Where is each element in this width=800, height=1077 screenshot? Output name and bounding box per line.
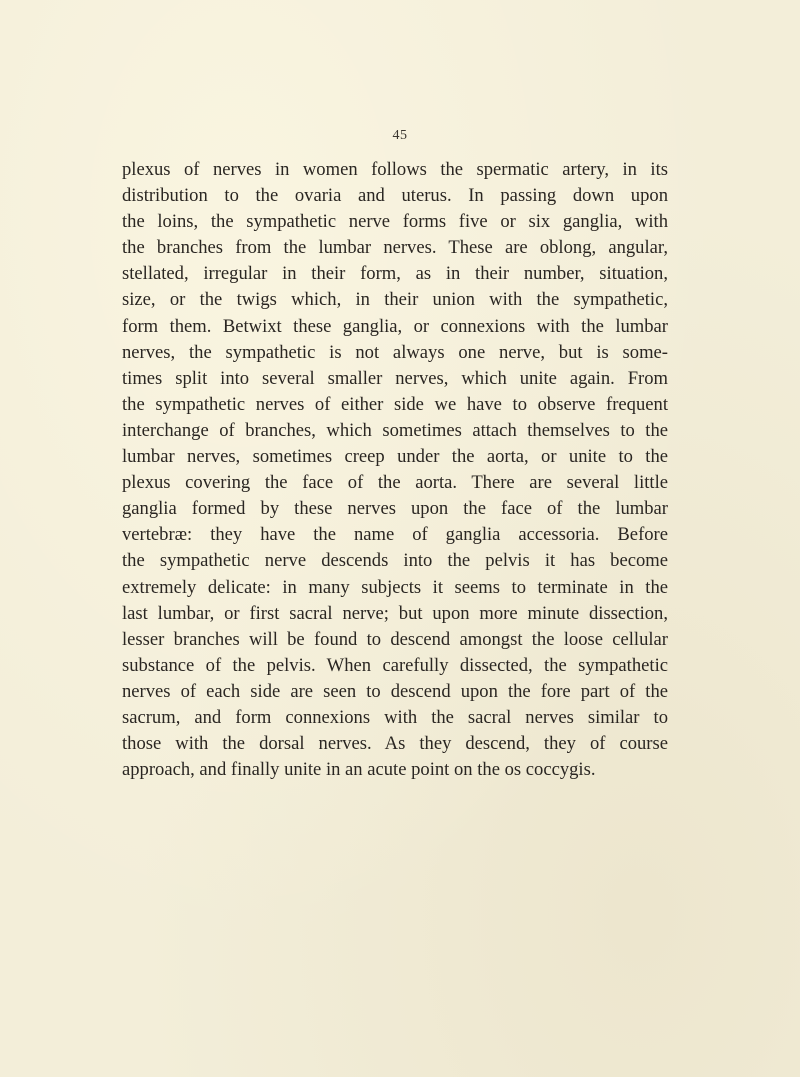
text-line: extremely delicate: in many subjects it seems to terminate in the xyxy=(122,576,668,598)
text-line: interchange of branches, which sometimes attach themselves to the xyxy=(122,419,668,441)
text-line: vertebræ: they have the name of ganglia accessoria. Before xyxy=(122,524,668,546)
text-line: approach, and finally unite in an acute point on the os coccygis. xyxy=(122,759,596,781)
text-line: the loins, the sympathetic nerve forms five or six ganglia, with xyxy=(122,211,668,233)
text-line: the sympathetic nerves of either side we have to observe frequent xyxy=(122,393,668,415)
text-line: plexus of nerves in women follows the spermatic artery, in its xyxy=(122,159,668,180)
text-line: nerves, the sympathetic is not always one nerve, but is some- xyxy=(122,341,668,363)
text-line: lesser branches will be found to descend amongst the loose cellular xyxy=(122,628,668,650)
body-text xyxy=(122,157,668,783)
text-line: size, or the twigs which, in their union with the sympathetic, xyxy=(122,289,668,311)
text-line: sacrum, and form connexions with the sacral nerves similar to xyxy=(122,706,668,728)
text-line: form them. Betwixt these ganglia, or connexions with the lumbar xyxy=(122,315,668,337)
text-line: distribution to the ovaria and uterus. In passing down upon xyxy=(122,185,668,207)
text-line: last lumbar, or first sacral nerve; but upon more minute dissection, xyxy=(122,602,668,624)
text-line: those with the dorsal nerves. As they descend, they of course xyxy=(122,733,668,755)
text-line: the branches from the lumbar nerves. These are oblong, angular, xyxy=(122,237,668,259)
text-line: the sympathetic nerve descends into the pelvis it has become xyxy=(122,550,668,572)
text-line: ganglia formed by these nerves upon the face of the lumbar xyxy=(122,498,668,520)
text-line: substance of the pelvis. When carefully dissected, the sympathetic xyxy=(122,654,668,676)
text-line: plexus covering the face of the aorta. There are several little xyxy=(122,472,668,494)
text-line: lumbar nerves, sometimes creep under the aorta, or unite to the xyxy=(122,446,668,468)
text-line: stellated, irregular in their form, as in their number, situation, xyxy=(122,263,668,285)
text-line: times split into several smaller nerves, which unite again. From xyxy=(122,367,668,389)
page-number: 45 xyxy=(392,128,408,143)
text-line: nerves of each side are seen to descend upon the fore part of the xyxy=(122,680,668,702)
